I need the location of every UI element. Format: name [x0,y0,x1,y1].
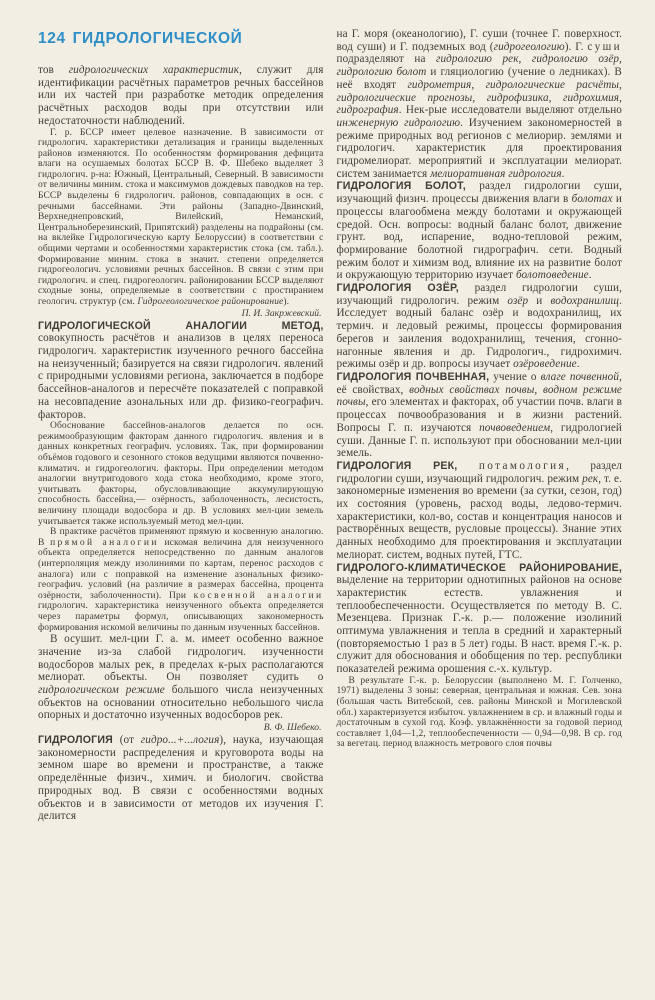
entry-paragraph [337,371,623,460]
text-run: (от [112,734,141,747]
text-run: В практике расчётов применяют прямую и косвенную аналогию. В [38,527,324,548]
italic-term: влаге почвенной [540,370,620,383]
text-run: выделение на территории однотипных районов на основе характеристик естеств. увлажнения и теплообеспеченности. Осуществляется по методу В. С. Мезенцева. Признак Г.-к. р.— положение изолиний оптимума увлажнения и тепла в средний и характерный (повторяемостью 1 раз в 5 лет) годы. В наст. время Г.-к. р. служит для обоснования и обобщения по тер. республики показателей режима орошения с.-х. культур. [336,574,622,676]
text-run: . Исследует водный баланс озёр и водохранилищ, их термич. и ледовый режимы, процессы формирования берегов и заиления водохранилищ, течения, сгонно-нагонные явления и др. Гидрологич., гидрохимич. режимы озёр и др. вопросы изучает [336,294,622,371]
text-run: суши [587,40,622,53]
italic-term: водохранилищ [550,294,620,307]
page-number: 124 [38,30,66,47]
text-run: и гляциологию (учение о ледниках). В неё входят [336,66,622,91]
left-column [38,28,324,823]
italic-term: болотоведение [515,269,589,282]
paragraph [38,527,324,633]
italic-term: болотах [571,193,613,206]
text-run: прямой аналогии [50,537,159,548]
text-run: раздел гидрологии суши, изучающий гидрологич. режим [336,282,622,307]
page-header [38,30,324,48]
italic-term: озёр [507,294,529,307]
italic-term: озёроведение [513,358,577,371]
text-run: ). [283,297,290,308]
text-run: учение о [489,370,541,383]
text-run: большого числа неизученных объектов на основании относительно небольшого числа опорных и достаточно изученных водосборов рек. [38,683,324,722]
text-run: подразделяют на [336,53,436,66]
text-run: Обоснование бассейнов-аналогов делается по осн. режимообразующим факторам данного гидрологич. явления и в данных конкретных географич. условиях. Так, при формировании объёмов годового и сезонного стоков ведущими являются почвенно-климатич. и гидрогеологич. факторы. При определении методом аналогии внутригодового хода стока необходимо, кроме этого, учитывать факторы, обусловливающие аккумулирующую способность бассейна,— озёрность, заболоченность, лесистость, величину площади водосбора и др. В условиях мел-ции земель учитывается также используемый метод мел-ции. [38,421,324,527]
italic-term: Гидрогеологическое районирование [137,297,284,308]
text-run: , её свойствах, [336,370,622,396]
text-run: искомая величина для неизученного объекта определяется непосредственно по данным аналогов (интерполяция между изолиниями по картам, перенос расходов с аналога) или с поправкой на изменение азональных физико-географич. условий (на различие в размерах бассейна, процента озёрности, заболоченности). При [38,537,324,601]
right-column-text [337,28,623,750]
text-run: . [576,358,580,371]
italic-term: инженерную гидрологию [336,116,461,129]
text-run: ), наука, изучающая закономерности распределения и круговорота воды на земном шаре во времени и пространстве, а также определённые физич., химич. и биологич. свойства природных вод. В связи с особенностями водных объектов и в зависимости от методов их изучения Г. делится [38,734,324,823]
paragraph [38,64,324,128]
text-run: совокупность расчётов и анализов в целях переноса гидрологич. характеристик изученного речного бассейна на неизученный; базируется на связи гидрологич. явлений с природными условиями региона, заключается в подборе бассейнов-аналогов и пересчёте показателей с поправкой на несовпадение азональных или др. физико-географич. факторов. [38,332,324,421]
entry-paragraph [38,320,324,422]
entry-paragraph [38,734,324,823]
italic-term: гидрологию рек, гидрологию озёр, гидрологию болот [336,53,623,79]
right-column [337,28,623,823]
italic-term: гидрологическом режиме [38,683,165,696]
text-run: . [561,167,565,180]
entry-paragraph [337,460,623,562]
italic-term: гидро...+...логия [140,734,220,747]
italic-term: гидрологических характеристик [68,64,240,76]
text-run: , раздел гидрологии суши, изучающий гидрологич. режим [336,459,622,485]
paragraph [38,633,324,722]
left-column-text [38,64,324,823]
text-run: ). Г. [564,40,588,53]
text-run: . Изучением закономерностей в режиме природных вод регионов с мелиорир. землями и гидрологич. характеристик для проектирования гидромелиорат. мероприятий и эксплуатации мелиорат. систем занимается [336,116,622,180]
text-run: раздел гидрологии суши, изучающий физич. процессы движения влаги в [336,180,623,206]
text-run: В результате Г.-к. р. Белоруссии (выполнено М. Г. Голченко, 1971) выделены 3 зоны: северная, центральная и южная. Сев. зона (большая часть Витебской, сев. районы Минской и Могилевской обл.) характеризуется избыточ. увлажнением в ср. и влажный годы и достаточным в сухой год. Коэф. увлажнённости за годовой период составляет 1,04—1,2, теплообеспеченности — 0,94—0,98. В ср. год за вегетац. период влажность метрового слоя почвы [336,675,622,750]
text-run: и [528,294,551,307]
italic-term: водных свойствах почвы, водном режиме почвы [336,383,623,409]
entry-headword: ГИДРОЛОГИЯ [38,734,113,747]
entry-headword: ГИДРОЛОГИЯ РЕК, [336,459,458,472]
entry-headword: ГИДРОЛОГИЯ ОЗЁР, [336,282,459,295]
italic-term: рек [582,472,599,485]
text-run [457,460,478,472]
text-run: косвенной аналогии [193,590,324,601]
page-content [38,28,622,823]
text-run: потамология [478,459,567,472]
text-run: Г. р. БССР имеет целевое назначение. В зависимости от гидрологич. характеристики детализация и границы выделенных районов изменяются. По особенностям формирования дефицита влаги на осушаемых болотах БССР В. Ф. Шебеко выделяет 3 гидрологич. р-на: Южный, Центральный, Северный. В зависимости от величины миним. стока и максимумов дождевых паводков на тер. БССР выделены 6 гидрологич. районов, совпадающих в осн. с речными бассейнами. Эти районы (Западно-Двинский, Верхнеднепровский, Вилейский, Неманский, Центральноберезинский, Припятский) разделены на подрайоны (см. на вклейке Гидрологическую карту Белоруссии) в соответствии с общими чертами и особенностями характеристик стока (см. табл.). Формирование миним. стока в значит. степени определяется гидрогеологич. условиями речных бассейнов. В связи с этим при гидрологич. и спец. гидрогеологич. районировании БССР выделяют сходные зоны, определяемые в соответствии с простиранием геологич. структур (см. [38,127,324,308]
paragraph [337,676,623,750]
text-run: тов [38,64,69,76]
text-run: гидрологич. характеристика неизученного объекта определяется через параметры формул, описывающих закономерность формирования искомой величины по данным изученных бассейнов. [38,601,324,633]
entry-headword: ГИДРОЛОГО-КЛИМАТИЧЕСКОЕ РАЙОНИРОВАНИЕ, [336,561,622,574]
text-run: . Нек-рые исследователи выделяют отдельно [398,104,622,117]
text-run: В осушит. мел-ции Г. а. м. имеет особенно важное значение из-за слабой гидрологич. изученности водосборов малых рек, в пределах к-рых располагаются мелиорат. объекты. Он позволяет судить о [38,633,324,684]
entry-paragraph [337,562,623,676]
text-run: на Г. моря (океанологию), Г. суши (точнее Г. поверхност. вод суши) и Г. подземных вод ( [336,28,622,53]
italic-term: гидрогеологию [493,40,565,53]
author-signature: П. И. Закржевский. [241,307,322,319]
paragraph [38,421,324,527]
author-signature: В. Ф. Шебеко. [263,722,322,734]
text-run: , его элементах и факторах, об участии почв. влаги в процессах почвообразования и в жизни растений. Вопросы Г. п. изучаются [336,396,622,434]
text-run: , т. е. закономерные изменения во времени (за сутки, сезон, год) их состояния (уровень, расход воды, ледово-термич. характеристики, кол-во, состав и концентрация наносов и растворённых веществ, русловые процессы). Знание этих данных необходимо для проектирования и эксплуатации мелиорат. систем, водных путей, ГТС. [336,472,622,561]
entry-paragraph [337,180,623,282]
text-run: . [588,269,592,282]
entry-headword: ГИДРОЛОГИЯ ПОЧВЕННАЯ, [336,370,490,383]
entry-paragraph [337,282,623,371]
running-title: ГИДРОЛОГИЧЕСКОЙ [72,30,243,47]
paragraph [337,28,623,180]
text-run: и процессы влагообмена между болотами и окружающей средой. Осн. вопросы: водный баланс болот, движение грунт. вод, испарение, водно-тепловой режим, формирование болотной гидрографич. сети. Водный режим болот и химизм вод, влияние их на развитие болот и окружающую территорию изучает [336,193,622,282]
entry-headword: ГИДРОЛОГИЧЕСКОЙ АНАЛОГИИ МЕТОД, [38,319,324,332]
paragraph [38,128,324,308]
italic-term: мелиоративная гидрология [430,167,562,180]
italic-term: почвоведением [479,421,551,434]
text-run: , гидрологией суши. Данные Г. п. используют при обосновании мел-ции земель. [336,421,623,460]
text-run: , служит для идентификации расчётных параметров речных бассейнов или их частей при разработке методик определения расчётных расходов воды при отсутствии или недостаточности наблюдений. [38,64,324,127]
italic-term: гидрометрия, гидрологические расчёты, гидрологические прогнозы, гидрофизика, гидрохимия, гидрография [336,78,622,117]
entry-headword: ГИДРОЛОГИЯ БОЛОТ, [336,180,466,193]
